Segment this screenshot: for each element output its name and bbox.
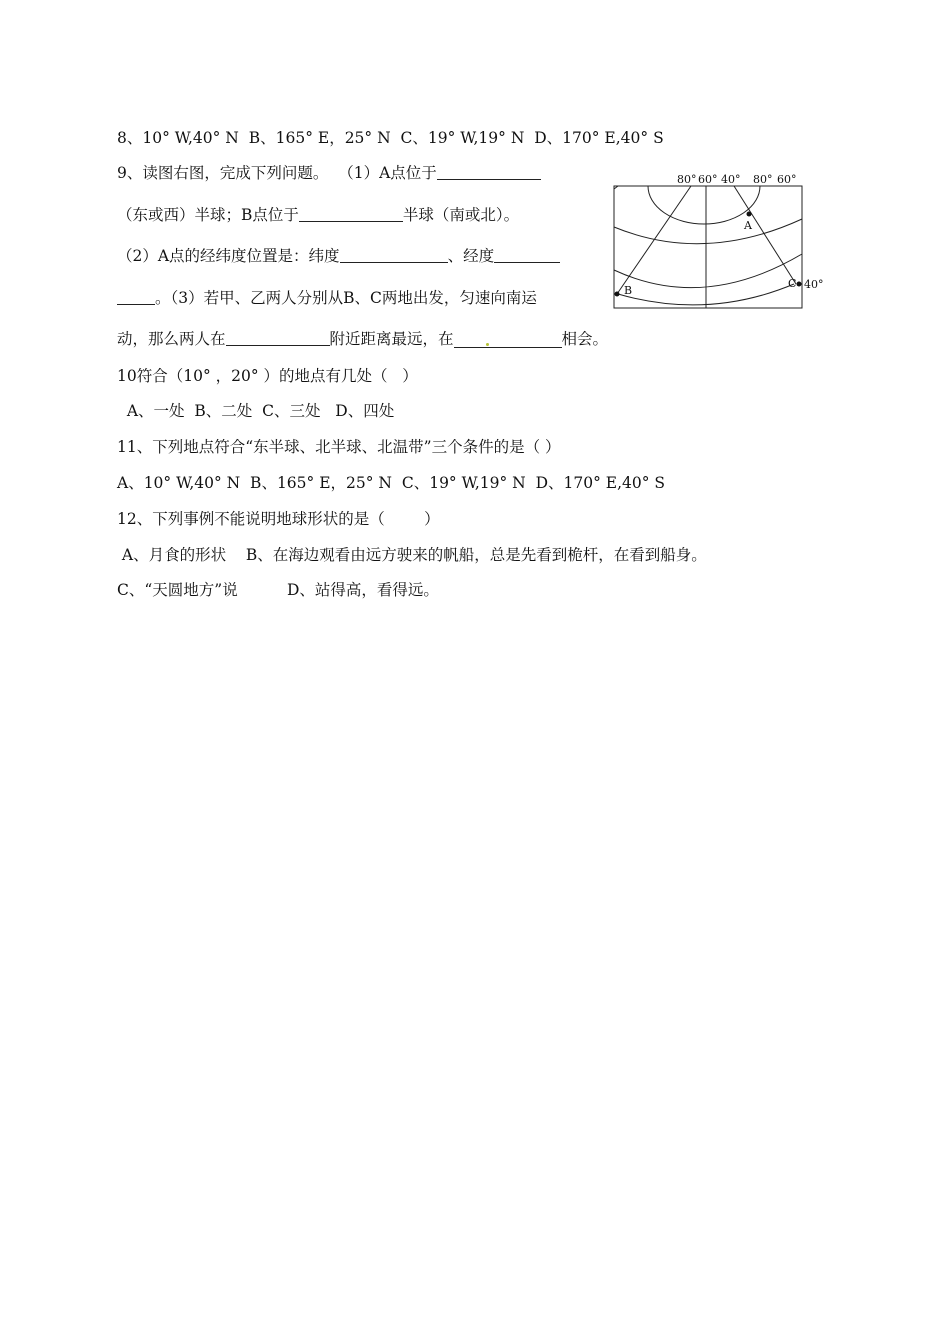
label-top-3: 40° bbox=[721, 173, 741, 186]
q9-prompt: 9、读图右图，完成下列问题。 （1）A点位于 bbox=[117, 164, 437, 182]
q9-line-1 bbox=[117, 163, 541, 183]
latitude-circle-60 bbox=[614, 219, 802, 244]
q9-text-4: 。（3）若甲、乙两人分别从B、C两地出发，匀速向南运 bbox=[155, 289, 537, 307]
q9-text-3b: 、经度 bbox=[447, 247, 495, 265]
q9-text-2a: （东或西）半球；B点位于 bbox=[117, 206, 299, 224]
q12-options-2: C、“天圆地方”说 D、站得高，看得远。 bbox=[117, 581, 439, 599]
q12-options-1: A、月食的形状 B、在海边观看由远方驶来的帆船，总是先看到桅杆，在看到船身。 bbox=[117, 546, 707, 564]
diagram-frame bbox=[614, 186, 802, 308]
polar-projection-diagram bbox=[608, 170, 823, 312]
answer-blank-farthest[interactable] bbox=[226, 329, 330, 346]
point-b-marker bbox=[615, 292, 620, 297]
label-top-4: 80° bbox=[753, 173, 773, 186]
answer-blank-b-hemisphere[interactable] bbox=[299, 205, 403, 222]
answer-blank-a-hemisphere[interactable] bbox=[437, 163, 541, 180]
meridian-right bbox=[734, 186, 796, 284]
point-c-marker bbox=[797, 282, 802, 287]
q11-options: A、10° W,40° N B、165° E，25° N C、19° W,19° N D、170° E,40° S bbox=[117, 474, 666, 492]
q8-options: 8、10° W,40° N B、165° E，25° N C、19° W,19° N D、170° E,40° S bbox=[117, 129, 664, 147]
q9-text-5b: 附近距离最远，在 bbox=[329, 330, 454, 348]
q10-question: 10符合（10° ，20° ）的地点有几处（ ） bbox=[117, 367, 418, 385]
q9-line-2 bbox=[117, 205, 519, 225]
answer-blank-latitude[interactable] bbox=[340, 246, 448, 263]
label-top-1: 80° bbox=[677, 173, 697, 186]
q9-text-2b: 半球（南或北）。 bbox=[402, 206, 520, 224]
meridian-left bbox=[617, 186, 691, 294]
q9-line-5 bbox=[117, 329, 608, 349]
q9-text-5a: 动，那么两人在 bbox=[117, 330, 226, 348]
q9-line-4 bbox=[117, 288, 537, 308]
q11-question: 11、下列地点符合“东半球、北半球、北温带”三个条件的是（ ） bbox=[117, 438, 561, 456]
label-point-b: B bbox=[624, 284, 633, 297]
label-top-5: 60° bbox=[777, 173, 797, 186]
latitude-circle-40 bbox=[614, 254, 802, 288]
label-right-40: 40° bbox=[804, 278, 823, 291]
q12-question: 12、下列事例不能说明地球形状的是（ ） bbox=[117, 510, 440, 528]
q9-text-5c: 相会。 bbox=[561, 330, 609, 348]
q10-options: A、一处 B、二处 C、三处 D、四处 bbox=[117, 402, 395, 420]
answer-blank-meet[interactable] bbox=[454, 331, 562, 348]
decorative-dot bbox=[486, 343, 489, 346]
q9-line-3 bbox=[117, 246, 560, 266]
point-a-marker bbox=[747, 212, 752, 217]
label-top-2: 60° bbox=[698, 173, 718, 186]
label-point-c: C bbox=[788, 277, 797, 290]
answer-blank-longitude-cont[interactable] bbox=[117, 288, 155, 305]
answer-blank-longitude[interactable] bbox=[494, 246, 560, 263]
q9-text-3a: （2）A点的经纬度位置是：纬度 bbox=[117, 247, 340, 265]
label-point-a: A bbox=[744, 219, 752, 232]
